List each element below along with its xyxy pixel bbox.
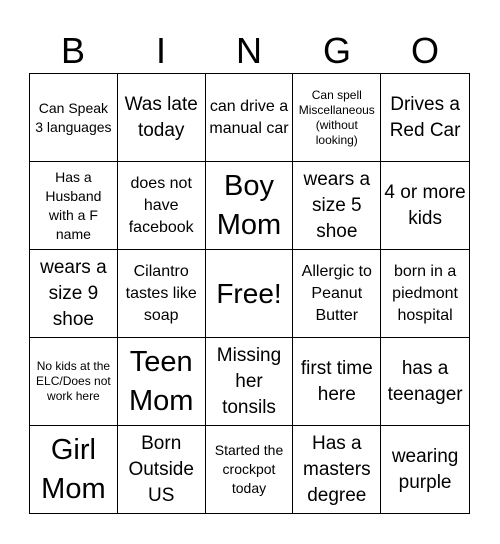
header-letter-g: G [322, 30, 351, 71]
bingo-cell[interactable] [118, 426, 206, 514]
bingo-cell[interactable] [381, 250, 470, 338]
cell-text: Boy Mom [216, 169, 282, 241]
cell-text: born in a piedmont hospital [392, 262, 458, 324]
board-row-4 [30, 338, 470, 426]
bingo-cell[interactable] [30, 74, 118, 162]
cell-text: does not have facebook [128, 174, 194, 236]
cell-text: wears a size 9 shoe [40, 256, 107, 330]
cell-text: wearing purple [391, 445, 459, 493]
free-space-text: Free! [216, 278, 282, 309]
bingo-cell[interactable] [30, 250, 118, 338]
cell-text: Allergic to Peanut Butter [301, 262, 372, 324]
bingo-cell[interactable] [206, 338, 294, 426]
header-letter-i: I [155, 30, 166, 71]
bingo-cell[interactable] [293, 338, 381, 426]
bingo-cell[interactable] [381, 338, 470, 426]
bingo-cell[interactable] [293, 426, 381, 514]
bingo-cell[interactable] [30, 338, 118, 426]
cell-text: Has a Husband with a F name [45, 168, 102, 242]
cell-text: 4 or more kids [384, 181, 466, 229]
cell-text: wears a size 5 shoe [303, 168, 371, 242]
bingo-header [29, 29, 470, 73]
cell-text: Teen Mom [128, 345, 194, 417]
bingo-cell[interactable] [293, 74, 381, 162]
bingo-cell[interactable] [30, 426, 118, 514]
cell-text: No kids at the ELC/Does not work here [36, 359, 111, 403]
bingo-cell[interactable] [206, 162, 294, 250]
board-row-5 [30, 426, 470, 514]
bingo-cell[interactable] [206, 426, 294, 514]
bingo-cell[interactable] [381, 162, 470, 250]
cell-text: Girl Mom [41, 433, 106, 505]
header-letter-n: N [236, 30, 262, 71]
bingo-cell[interactable] [118, 74, 206, 162]
bingo-cell[interactable] [118, 250, 206, 338]
cell-text: can drive a manual car [209, 97, 289, 137]
cell-text: Was late today [124, 93, 198, 141]
board-row-3 [30, 250, 470, 338]
bingo-cell[interactable] [293, 250, 381, 338]
cell-text: Missing her tonsils [216, 344, 282, 418]
cell-text: Can spell Miscellaneous (without looking) [298, 87, 375, 147]
bingo-cell-free[interactable] [206, 250, 294, 338]
cell-text: Drives a Red Car [389, 93, 461, 141]
bingo-cell[interactable] [206, 74, 294, 162]
bingo-cell[interactable] [381, 426, 470, 514]
board-row-1 [30, 74, 470, 162]
cell-text: Started the crockpot today [214, 442, 284, 496]
board-row-2 [30, 162, 470, 250]
cell-text: Has a masters degree [303, 432, 371, 506]
bingo-cell[interactable] [293, 162, 381, 250]
cell-text: Born Outside US [128, 432, 194, 506]
bingo-cell[interactable] [118, 162, 206, 250]
header-letter-b: B [60, 30, 85, 71]
bingo-cell[interactable] [30, 162, 118, 250]
bingo-cell[interactable] [381, 74, 470, 162]
cell-text: Can Speak 3 languages [35, 99, 112, 135]
cell-text: has a teenager [387, 357, 463, 405]
cell-text: Cilantro tastes like soap [125, 262, 197, 324]
cell-text: first time here [300, 357, 373, 405]
header-letter-o: O [410, 30, 439, 71]
bingo-board [29, 73, 470, 514]
bingo-cell[interactable] [118, 338, 206, 426]
